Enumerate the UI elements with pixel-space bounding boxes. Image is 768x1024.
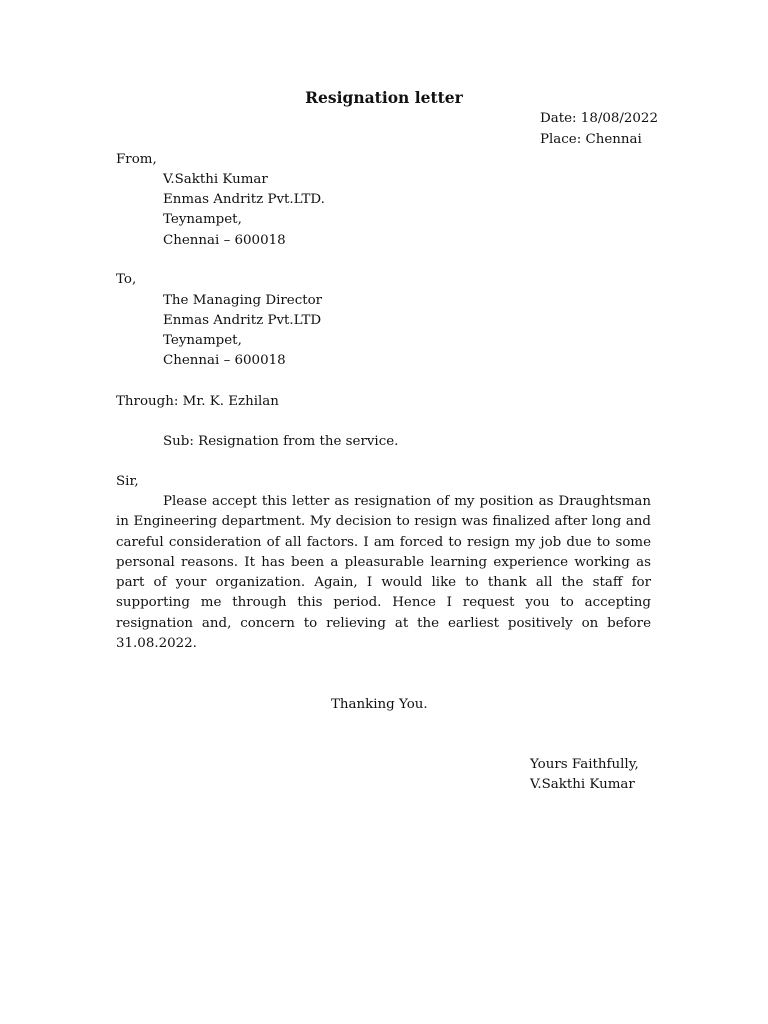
salutation: Sir,: [116, 474, 139, 489]
from-city: Chennai – 600018: [163, 233, 286, 248]
from-company: Enmas Andritz Pvt.LTD.: [163, 192, 325, 207]
through-line: Through: Mr. K. Ezhilan: [116, 394, 279, 409]
letter-date: Date: 18/08/2022: [540, 111, 658, 126]
to-area: Teynampet,: [163, 333, 242, 348]
thanks-line: Thanking You.: [331, 697, 428, 712]
letter-title: Resignation letter: [305, 88, 463, 107]
from-name: V.Sakthi Kumar: [163, 172, 268, 187]
signature-name: V.Sakthi Kumar: [530, 777, 635, 792]
closing-line: Yours Faithfully,: [530, 757, 639, 772]
from-area: Teynampet,: [163, 212, 242, 227]
to-city: Chennai – 600018: [163, 353, 286, 368]
letter-place: Place: Chennai: [540, 132, 642, 147]
letter-body: Please accept this letter as resignation of my position as Draughtsman in Engineering department. My decision to resign was finalized after long and careful consideration of all factors. I am forced to resign my job due to some personal reasons. It has been a pleasurable learning experience working as part of your organization. Again, I would like to thank all the staff for supporting me through this period. Hence I request you to accepting resignation and, concern to relieving at the earliest positively on before 31.08.2022.: [116, 494, 651, 652]
from-label: From,: [116, 152, 157, 167]
to-label: To,: [116, 272, 137, 287]
subject-line: Sub: Resignation from the service.: [163, 434, 399, 449]
to-company: Enmas Andritz Pvt.LTD: [163, 313, 322, 328]
to-recipient: The Managing Director: [163, 293, 323, 308]
